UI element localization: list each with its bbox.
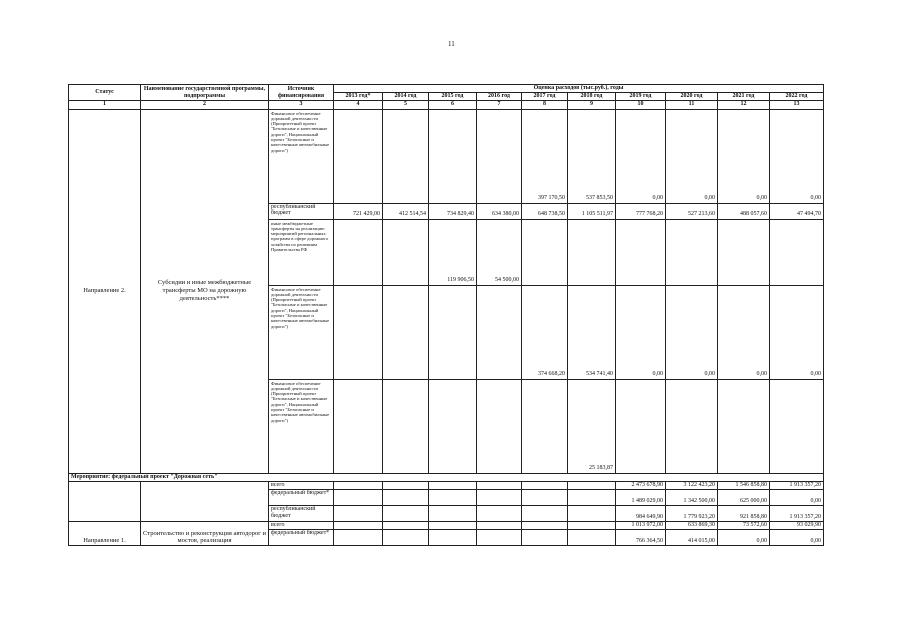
year-header: 2021 год <box>718 93 770 101</box>
value-cell <box>477 109 522 203</box>
year-header: 2015 год <box>429 93 477 101</box>
source-cell: республиканский бюджет <box>269 505 334 521</box>
value-cell: 0,00 <box>666 285 718 379</box>
column-number: 9 <box>568 101 616 109</box>
value-cell <box>616 219 666 285</box>
column-number: 10 <box>616 101 666 109</box>
page-number: 11 <box>448 40 455 48</box>
value-cell: 984 649,90 <box>616 505 666 521</box>
value-cell <box>522 505 568 521</box>
value-cell <box>718 379 770 473</box>
value-cell <box>568 521 616 529</box>
expense-table <box>68 84 824 546</box>
value-cell: 766 364,50 <box>616 530 666 546</box>
source-cell: республиканский бюджет <box>269 203 334 219</box>
column-number: 1 <box>69 101 141 109</box>
value-cell: 0,00 <box>616 285 666 379</box>
value-cell <box>334 285 383 379</box>
value-cell: 54 500,00 <box>477 219 522 285</box>
value-cell <box>477 481 522 489</box>
value-cell: 0,00 <box>770 285 824 379</box>
value-cell <box>429 379 477 473</box>
value-cell <box>334 481 383 489</box>
value-cell <box>770 379 824 473</box>
value-cell <box>383 481 429 489</box>
value-cell <box>477 505 522 521</box>
value-cell: 1 546 858,80 <box>718 481 770 489</box>
header-program-name: Наименование государственной программы, подпрограммы <box>141 85 269 101</box>
value-cell: 0,00 <box>718 109 770 203</box>
year-header: 2018 год <box>568 93 616 101</box>
value-cell <box>383 489 429 505</box>
source-cell: иные межбюджетные трансферты на реализацию мероприятий региональных программ в сфере дорожного хозяйства по решениям Правительства РФ <box>269 219 334 285</box>
value-cell <box>429 521 477 529</box>
value-cell <box>477 489 522 505</box>
value-cell: 648 738,50 <box>522 203 568 219</box>
section-title: Мероприятие: федеральный проект "Дорожная сеть" <box>69 473 824 481</box>
value-cell: 534 741,40 <box>568 285 616 379</box>
column-number: 13 <box>770 101 824 109</box>
value-cell <box>568 481 616 489</box>
value-cell <box>477 530 522 546</box>
row-status-empty <box>69 481 141 521</box>
row-program-name-empty <box>141 481 269 521</box>
year-header: 2013 год* <box>334 93 383 101</box>
value-cell <box>429 505 477 521</box>
value-cell: 374 668,20 <box>522 285 568 379</box>
value-cell <box>429 109 477 203</box>
row-program-name: Субсидии и иные межбюджетные трансферты МО на дорожную деятельность**** <box>141 109 269 473</box>
column-number: 6 <box>429 101 477 109</box>
value-cell: 1 779 923,20 <box>666 505 718 521</box>
section-row <box>69 473 824 481</box>
value-cell <box>383 530 429 546</box>
value-cell: 397 170,50 <box>522 109 568 203</box>
value-cell <box>334 521 383 529</box>
source-cell: федеральный бюджет* <box>269 489 334 505</box>
column-number: 2 <box>141 101 269 109</box>
value-cell <box>334 109 383 203</box>
source-cell: всего <box>269 521 334 529</box>
value-cell: 721 429,00 <box>334 203 383 219</box>
value-cell <box>522 481 568 489</box>
value-cell: 119 906,50 <box>429 219 477 285</box>
value-cell <box>477 379 522 473</box>
value-cell <box>383 285 429 379</box>
value-cell <box>334 219 383 285</box>
value-cell <box>568 505 616 521</box>
value-cell <box>429 530 477 546</box>
table-row <box>69 481 824 489</box>
value-cell: 0,00 <box>616 109 666 203</box>
column-number-row <box>69 101 824 109</box>
value-cell <box>334 489 383 505</box>
value-cell <box>477 285 522 379</box>
row-program-name: Строительство и реконструкция автодорог и мостов, реализация <box>141 521 269 545</box>
value-cell <box>568 489 616 505</box>
row-status: Направление 1. <box>69 521 141 545</box>
value-cell: 921 858,80 <box>718 505 770 521</box>
source-cell: Финансовое обеспечение дорожной деятельности (Приоритетный проект "Безопасные и качественные дороги", Национальный проект "Безопасные и качественные автомобильные дороги") <box>269 379 334 473</box>
header-status: Статус <box>69 85 141 101</box>
value-cell <box>383 505 429 521</box>
value-cell: 634 380,00 <box>477 203 522 219</box>
value-cell <box>666 219 718 285</box>
year-header: 2016 год <box>477 93 522 101</box>
value-cell <box>429 285 477 379</box>
value-cell <box>718 219 770 285</box>
value-cell: 1 489 029,00 <box>616 489 666 505</box>
value-cell: 633 869,30 <box>666 521 718 529</box>
value-cell <box>568 219 616 285</box>
value-cell: 734 829,40 <box>429 203 477 219</box>
value-cell <box>522 530 568 546</box>
value-cell: 488 057,60 <box>718 203 770 219</box>
year-header: 2019 год <box>616 93 666 101</box>
value-cell: 3 122 423,20 <box>666 481 718 489</box>
value-cell <box>522 489 568 505</box>
table-row <box>69 521 824 529</box>
value-cell <box>334 530 383 546</box>
value-cell <box>770 219 824 285</box>
value-cell <box>616 379 666 473</box>
value-cell: 0,00 <box>666 109 718 203</box>
column-number: 7 <box>477 101 522 109</box>
value-cell <box>334 505 383 521</box>
column-number: 8 <box>522 101 568 109</box>
value-cell <box>522 219 568 285</box>
column-number: 3 <box>269 101 334 109</box>
column-number: 12 <box>718 101 770 109</box>
value-cell <box>429 489 477 505</box>
value-cell <box>477 521 522 529</box>
value-cell: 0,00 <box>770 530 824 546</box>
value-cell: 1 913 357,20 <box>770 481 824 489</box>
value-cell <box>334 379 383 473</box>
header-source: Источник финансирования <box>269 85 334 101</box>
value-cell: 527 213,60 <box>666 203 718 219</box>
value-cell <box>383 521 429 529</box>
value-cell: 47 494,70 <box>770 203 824 219</box>
value-cell: 0,00 <box>770 109 824 203</box>
value-cell: 25 183,87 <box>568 379 616 473</box>
value-cell <box>429 481 477 489</box>
value-cell: 414 015,00 <box>666 530 718 546</box>
value-cell <box>383 219 429 285</box>
value-cell: 2 473 678,90 <box>616 481 666 489</box>
header-estimate: Оценка расходов (тыс.руб.), годы <box>334 85 824 93</box>
value-cell <box>522 521 568 529</box>
value-cell: 625 000,00 <box>718 489 770 505</box>
value-cell <box>666 379 718 473</box>
value-cell: 1 913 357,20 <box>770 505 824 521</box>
value-cell <box>383 109 429 203</box>
value-cell <box>383 379 429 473</box>
value-cell: 0,00 <box>718 530 770 546</box>
value-cell: 1 013 972,00 <box>616 521 666 529</box>
value-cell: 73 572,60 <box>718 521 770 529</box>
year-header: 2020 год <box>666 93 718 101</box>
table-row <box>69 109 824 203</box>
value-cell: 412 514,54 <box>383 203 429 219</box>
column-number: 4 <box>334 101 383 109</box>
source-cell: Финансовое обеспечение дорожной деятельности (Приоритетный проект "Безопасные и качественные дороги", Национальный проект "Безопасные и качественные автомобильные дороги") <box>269 109 334 203</box>
row-status: Направление 2. <box>69 109 141 473</box>
value-cell: 1 342 500,00 <box>666 489 718 505</box>
value-cell: 93 029,90 <box>770 521 824 529</box>
value-cell <box>568 530 616 546</box>
source-cell: федеральный бюджет* <box>269 530 334 546</box>
column-number: 5 <box>383 101 429 109</box>
value-cell: 537 853,50 <box>568 109 616 203</box>
year-header: 2022 год <box>770 93 824 101</box>
value-cell: 1 105 511,97 <box>568 203 616 219</box>
year-header: 2014 год <box>383 93 429 101</box>
source-cell: Финансовое обеспечение дорожной деятельности (Приоритетный проект "Безопасные и качественные дороги", Национальный проект "Безопасные и качественные автомобильные дороги") <box>269 285 334 379</box>
value-cell: 0,00 <box>770 489 824 505</box>
value-cell: 777 768,20 <box>616 203 666 219</box>
year-header: 2017 год <box>522 93 568 101</box>
column-number: 11 <box>666 101 718 109</box>
value-cell: 0,00 <box>718 285 770 379</box>
source-cell: всего <box>269 481 334 489</box>
value-cell <box>522 379 568 473</box>
